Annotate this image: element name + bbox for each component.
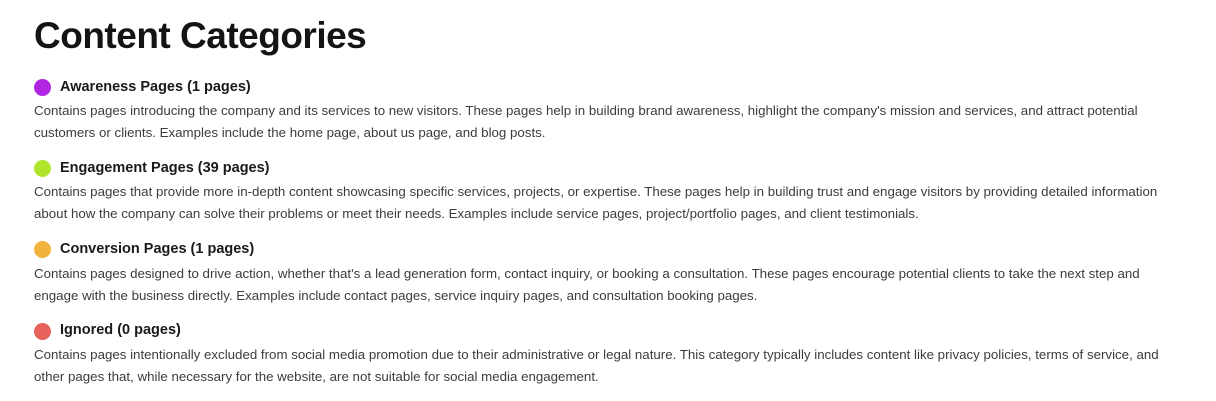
category-color-dot-icon [34, 323, 51, 340]
category-header [34, 322, 1182, 339]
category-header [34, 241, 1182, 258]
category-title: Ignored (0 pages) [60, 322, 181, 339]
category-color-dot-icon [34, 160, 51, 177]
page-title: Content Categories [34, 15, 367, 56]
category-description: Contains pages intentionally excluded from social media promotion due to their administrative or legal nature. This category typically includes content like privacy policies, terms of service, and other pages that, while necessary for the website, are not suitable for social media engagement. [34, 346, 1159, 384]
category-title: Awareness Pages (1 pages) [60, 78, 251, 95]
category-header [34, 160, 1182, 177]
category-title: Conversion Pages (1 pages) [60, 241, 255, 258]
category-description: Contains pages introducing the company and its services to new visitors. These pages help in building brand awareness, highlight the company's mission and services, and attract potential customers or clients. Examples include the home page, about us page, and blog posts. [34, 103, 1138, 141]
category-color-dot-icon [34, 241, 51, 258]
category-conversion-pages [34, 241, 1182, 306]
category-color-dot-icon [34, 79, 51, 96]
category-ignored [34, 322, 1182, 387]
category-engagement-pages [34, 160, 1182, 225]
category-description: Contains pages that provide more in-depth content showcasing specific services, projects, or expertise. These pages help in building trust and engage visitors by providing detailed information about how the company can solve their problems or meet their needs. Examples include service pages, project/portfolio pages, and client testimonials. [34, 184, 1158, 222]
category-description: Contains pages designed to drive action, whether that's a lead generation form, contact inquiry, or booking a consultation. These pages encourage potential clients to take the next step and engage with the business directly. Examples include contact pages, service inquiry pages, and consultation booking pages. [34, 265, 1140, 303]
category-header [34, 79, 1182, 96]
category-awareness-pages [34, 79, 1182, 144]
category-title: Engagement Pages (39 pages) [60, 159, 270, 176]
